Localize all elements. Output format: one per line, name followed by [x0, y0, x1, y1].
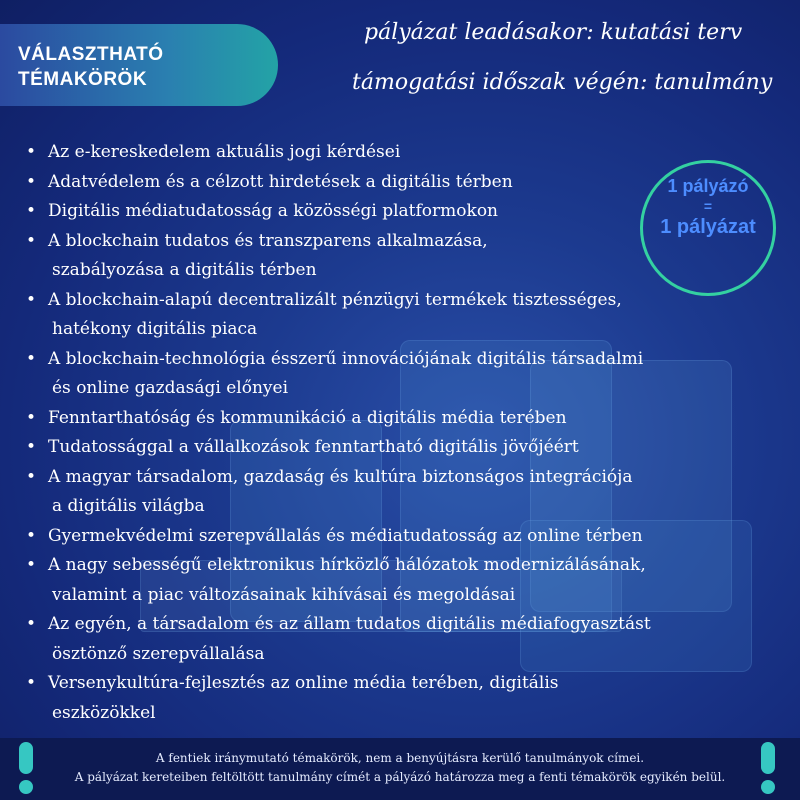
topic-item — [26, 463, 786, 522]
topic-item — [26, 551, 786, 610]
topic-item-text: Gyermekvédelmi szerepvállalás és médiatudatosság az online térben — [48, 525, 643, 546]
bullet-icon: • — [26, 525, 37, 546]
topic-item-text-continued: hatékony digitális piaca — [52, 319, 258, 339]
topic-item-text: A magyar társadalom, gazdaság és kultúra biztonságos integrációja — [48, 466, 633, 487]
footer-note — [0, 749, 800, 787]
topic-item-text-continued: és online gazdasági előnyei — [52, 378, 289, 398]
bullet-icon: • — [26, 289, 37, 310]
bullet-icon: • — [26, 437, 37, 457]
bullet-icon: • — [26, 555, 37, 575]
topic-item — [26, 138, 786, 168]
topic-item — [26, 669, 786, 728]
topic-item-text: Tudatossággal a vállalkozások fenntartható digitális jövőjéért — [48, 437, 579, 457]
bullet-icon: • — [26, 673, 37, 693]
bullet-icon: • — [26, 171, 37, 192]
topic-item — [26, 197, 786, 227]
footer-note-line2: A pályázat kereteiben feltöltött tanulmány címét a pályázó határozza meg a fenti témakörök egyikén belül. — [74, 770, 726, 784]
topic-item-text: Adatvédelem és a célzott hirdetések a digitális térben — [48, 171, 513, 192]
bullet-icon: • — [26, 201, 37, 221]
topic-item-text: Az egyén, a társadalom és az állam tudatos digitális médiafogyasztást — [48, 614, 651, 634]
topic-item-text: Fenntarthatóság és kommunikáció a digitális média terében — [48, 407, 567, 428]
footer-note-line1: A fentiek iránymutató témakörök, nem a benyújtásra kerülő tanulmányok címei. — [155, 751, 645, 765]
applicant-rule-equals: = — [703, 198, 713, 214]
topic-item-text: A blockchain tudatos és transzparens alkalmazása, — [48, 230, 488, 251]
topic-item — [26, 522, 786, 552]
bullet-icon: • — [26, 407, 37, 428]
page-title — [18, 42, 248, 92]
topic-item-text-continued: valamint a piac változásainak kihívásai és megoldásai — [52, 584, 516, 605]
topic-item-text-continued: eszközökkel — [52, 702, 156, 723]
bullet-icon: • — [26, 230, 37, 251]
topic-item-text-continued: szabályozása a digitális térben — [52, 260, 317, 280]
page-title-line2: TÉMAKÖRÖK — [18, 69, 148, 90]
bullet-icon: • — [26, 348, 37, 369]
topic-item — [26, 286, 786, 345]
submission-note: pályázat leadásakor: kutatási terv — [364, 20, 743, 45]
topic-item — [26, 610, 786, 669]
topic-item-text-continued: a digitális világba — [52, 496, 205, 516]
topic-item — [26, 345, 786, 404]
topic-list — [26, 138, 786, 728]
topic-item-text-continued: ösztönző szerepvállalása — [52, 643, 265, 664]
bullet-icon: • — [26, 614, 37, 634]
topic-item — [26, 168, 786, 198]
topic-item — [26, 227, 786, 286]
support-period-note: támogatási időszak végén: tanulmány — [352, 70, 773, 95]
topic-item-text: A blockchain-alapú decentralizált pénzügyi termékek tisztességes, — [48, 289, 622, 310]
bullet-icon: • — [26, 466, 37, 487]
topic-item-text: Digitális médiatudatosság a közösségi platformokon — [48, 201, 499, 221]
topic-item — [26, 433, 786, 463]
bullet-icon: • — [26, 142, 37, 162]
topic-item-text: A blockchain-technológia ésszerű innovációjának digitális társadalmi — [48, 348, 644, 369]
topic-item — [26, 404, 786, 434]
applicant-rule-line1: 1 pályázó — [667, 176, 749, 196]
applicant-rule-line2: 1 pályázat — [660, 216, 756, 238]
topic-item-text: A nagy sebességű elektronikus hírközlő hálózatok modernizálásának, — [48, 555, 646, 575]
page-title-line1: VÁLASZTHATÓ — [18, 44, 164, 65]
topic-item-text: Az e-kereskedelem aktuális jogi kérdései — [48, 142, 401, 162]
topic-item-text: Versenykultúra-fejlesztés az online média terében, digitális — [48, 673, 559, 693]
